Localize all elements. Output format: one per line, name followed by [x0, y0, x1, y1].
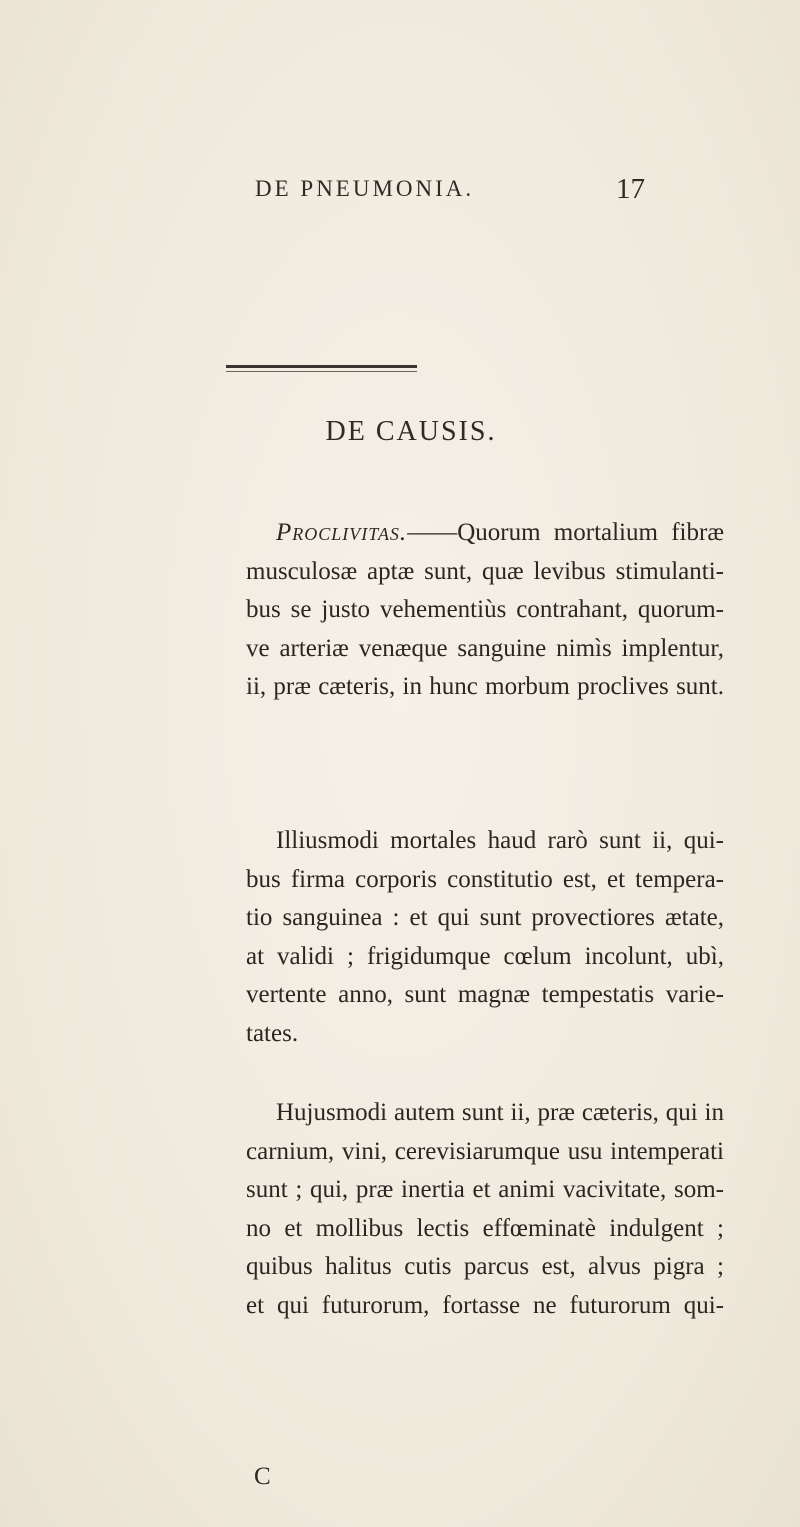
- text-line: carnium, vini, cerevisiarumque usu intemperati: [246, 1137, 724, 1165]
- text-line: quibus halitus cutis parcus est, alvus pigra ;: [246, 1253, 724, 1280]
- text-line-content: ——Quorum mortalium fibræ: [407, 519, 724, 546]
- text-line: Hujusmodi autem sunt ii, præ cæteris, qui in: [276, 1099, 724, 1126]
- text-line: vertente anno, sunt magnæ tempestatis varie-: [246, 981, 724, 1008]
- running-title: DE PNEUMONIA.: [255, 176, 475, 201]
- text-line: at validi ; frigidumque cœlum incolunt, ubì,: [246, 942, 724, 970]
- text-line: [246, 514, 724, 553]
- text-line: tates.: [246, 1019, 299, 1047]
- section-heading: DE CAUSIS.: [325, 416, 497, 447]
- section-rule-thin: [226, 371, 417, 372]
- paragraph-illiusmodi: [246, 822, 724, 1053]
- signature-mark: C: [254, 1463, 271, 1490]
- section-rule-thick: [226, 365, 417, 368]
- running-head: [255, 173, 645, 208]
- text-line: tio sanguinea : et qui sunt provectiores ætate,: [246, 904, 724, 931]
- text-line: bus se justo vehementiùs contrahant, quorum-: [246, 596, 724, 623]
- text-line: ve arteriæ venæque sanguine nimìs implentur,: [246, 634, 724, 662]
- text-line: ii, præ cæteris, in hunc morbum proclives sunt.: [246, 673, 724, 700]
- paragraph-proclivitas: [246, 514, 724, 707]
- paragraph-hujusmodi: [246, 1094, 724, 1325]
- page-number: 17: [616, 173, 645, 205]
- text-line: no et mollibus lectis effœminatè indulgent ;: [246, 1214, 724, 1242]
- text-line: et qui futurorum, fortasse ne futurorum qui-: [246, 1291, 724, 1319]
- text-line: Illiusmodi mortales haud rarò sunt ii, qui-: [276, 827, 724, 854]
- paragraph-lead: Proclivitas.: [276, 519, 408, 546]
- text-line: musculosæ aptæ sunt, quæ levibus stimulanti-: [246, 557, 724, 585]
- text-line: bus firma corporis constitutio est, et tempera-: [246, 865, 724, 893]
- text-line: sunt ; qui, præ inertia et animi vacivitate, som-: [246, 1176, 724, 1203]
